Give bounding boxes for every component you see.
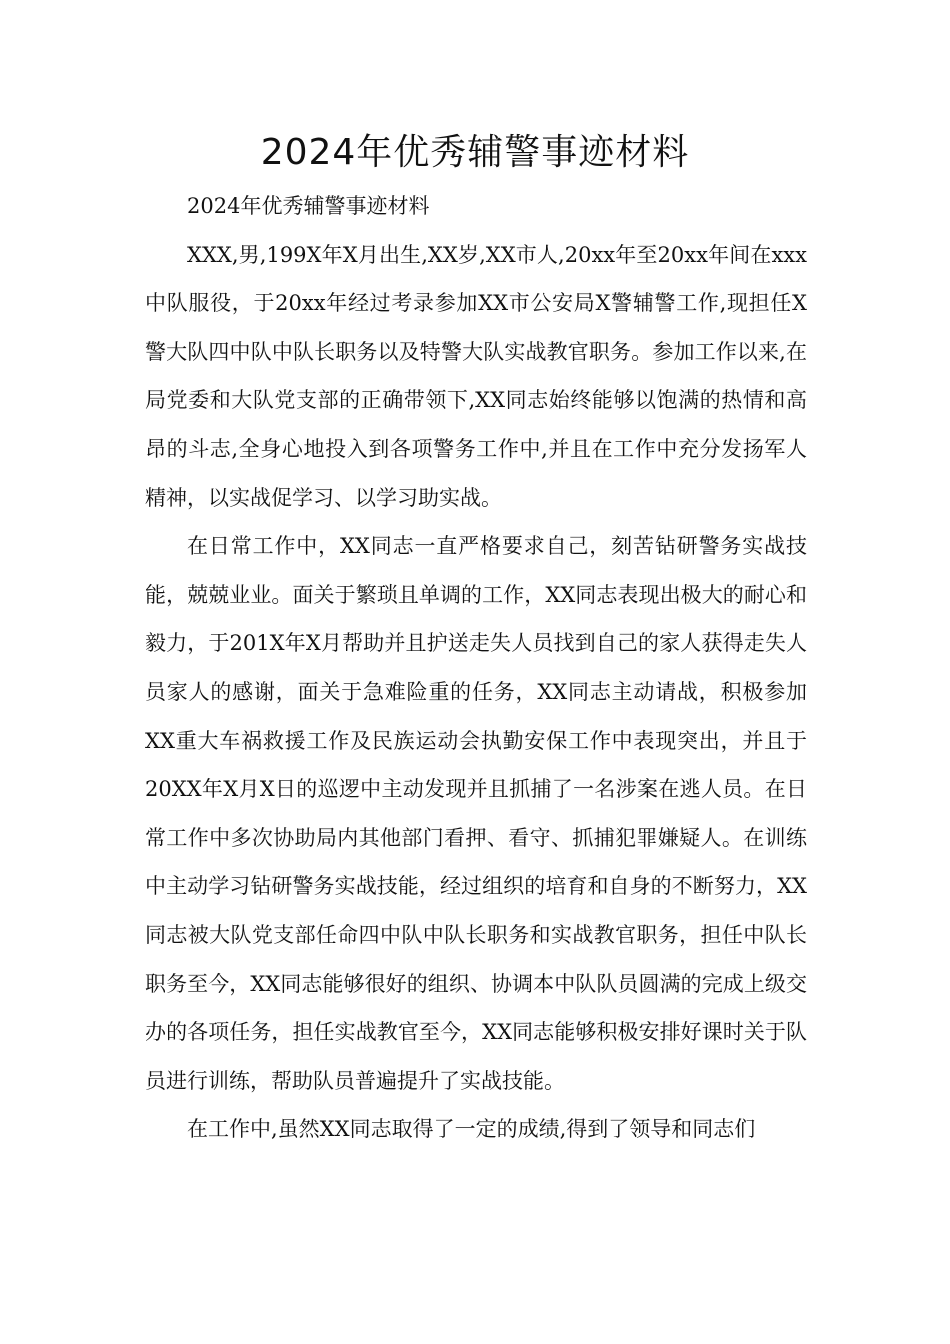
document-body xyxy=(145,182,807,1154)
daily-work-paragraph: 在日常工作中，XX同志一直严格要求自己，刻苦钻研警务实战技能，兢兢业业。面关于繁琐且单调的工作，XX同志表现出极大的耐心和毅力，于201X年X月帮助并且护送走失人员找到自己的家人获得走失人员家人的感谢，面关于急难险重的任务，XX同志主动请战，积极参加XX重大车祸救援工作及民族运动会执勤安保工作中表现突出，并且于20XX年X月X日的巡逻中主动发现并且抓捕了一名涉案在逃人员。在日常工作中多次协助局内其他部门看押、看守、抓捕犯罪嫌疑人。在训练中主动学习钻研警务实战技能，经过组织的培育和自身的不断努力，XX同志被大队党支部任命四中队中队长职务和实战教官职务，担任中队长职务至今，XX同志能够很好的组织、协调本中队队员圆满的完成上级交办的各项任务，担任实战教官至今，XX同志能够积极安排好课时关于队员进行训练，帮助队员普遍提升了实战技能。 xyxy=(145,534,807,1093)
document-title: 2024年优秀辅警事迹材料 xyxy=(260,132,690,173)
achievements-paragraph: 在工作中,虽然XX同志取得了一定的成绩,得到了领导和同志们 xyxy=(187,1117,756,1142)
subtitle-paragraph: 2024年优秀辅警事迹材料 xyxy=(187,194,430,218)
intro-paragraph: XXX,男,199X年X月出生,XX岁,XX市人,20xx年至20xx年间在xxx中队服役，于20xx年经过考录参加XX市公安局X警辅警工作,现担任X警大队四中队中队长职务以及特警大队实战教官职务。参加工作以来,在局党委和大队党支部的正确带领下,XX同志始终能够以饱满的热情和高昂的斗志,全身心地投入到各项警务工作中,并且在工作中充分发扬军人精神，以实战促学习、以学习助实战。 xyxy=(145,242,807,510)
